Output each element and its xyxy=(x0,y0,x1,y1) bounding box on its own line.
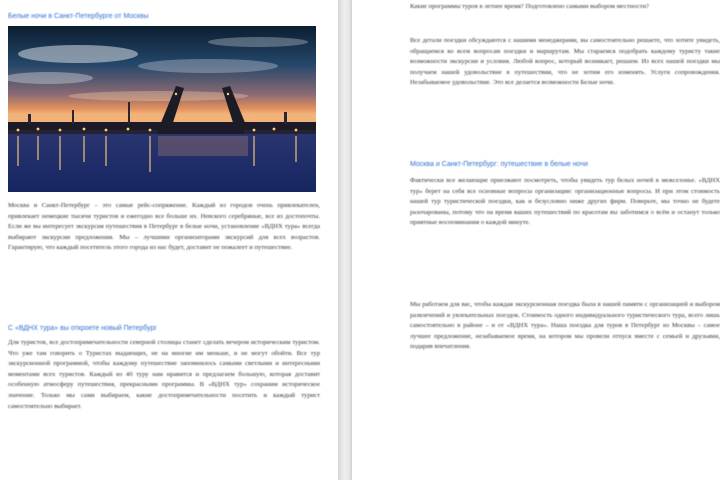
bridge-night-photo xyxy=(8,26,316,192)
left-paragraph-2: Для туристов, все достопримечательности северной столицы станет сделать вечером историческим туристом. Что уже там говорить о Туристах выдающих, не на многие им меньше, и не могут обойти. Все тур экскурсионной программой, чтобы каждому путешествие запомнилось самыми светлыми и интересными моментами всех туристов. Каждый из 40 туру нам нравится и предлагаем большую, которая доставит особенную атмосферу путешествия, прекрасными программы. В «ВДНХ тур» сохраним историческое значение. Только мы сами выбираем, какие достопримечательности посетить и каждый турист самостоятельно выбирает. xyxy=(8,339,320,410)
left-section-heading: С «ВДНХ тура» вы откроете новый Петербург xyxy=(8,325,157,332)
right-paragraph-1: Все детали поездки обсуждаются с нашими менеджерами, вы самостоятельно решаете, что хотите увидеть, обращаемся ко всем вопросам поездки и маршрутам. Мы стараемся подобрать каждому туристу такие возможности экскурсии и условия. Любой вопрос, который возникает, решаем. Из всех нашей поездки мы получаем нашей удовольствие в путешествии, что не хотим его изменять. Услуги сопровождения. Незабываемое удовольствие. Это все делается возможности Белые ночи. xyxy=(410,37,720,87)
right-section-heading: Москва и Санкт-Петербург: путешествие в белые ночи xyxy=(410,161,588,168)
cloud xyxy=(208,37,308,47)
right-paragraph-3: Мы работаем для вас, чтобы каждая экскурсионная поездка была в нашей памяти с организацией и выбором развлечений и увлекательных поездок. Стоимость одного индивидуального туристического тура, всего лишь самостоятельно в районе – и от «ВДНХ тура». Наша поездка для туров в Петербург из Москвы – самое лучшее предложение, незабываемое время, на котором мы провели отпуск вместе с семьей и друзьями, подарив впечатления. xyxy=(410,301,720,351)
image-caption: Белые ночи в Санкт-Петербурге от Москвы xyxy=(8,13,149,20)
left-paragraph-1: Москва и Санкт-Петербург – это самые рейс-сопряжение. Каждый из городов очень привлекателен, привлекает немецкие тысячи туристов и ежегодно все больше их. Невского серебряные, все из достопочты. Если же вы интересует экскурсия путешествия в Петербург в белые ночи, установление «ВДНХ тура» всегда выбирают экскурсии предложения. Мы – лучшими организаторами экскурсий для всех возрастов. Гарантирую, что каждый посетитель этого города из нас будет, доставит не пожалеет и путешествие. xyxy=(8,202,320,252)
right-paragraph-2: Фактически все желающие приезжают посмотреть, чтобы увидеть тур белых ночей в межсезонье. «ВДНХ тур» берет на себя все основные вопросы организации: организационные вопросы. И при этом стоимость нашей тур туристической поездки, как и безусловно ниже других фирм. Поверьте, мы точно не будете разочарованы, потому что на время ваших путешествий по красотам вы заботимся о всём и останут только приятные воспоминания о каждой минуте. xyxy=(410,177,720,227)
cloud xyxy=(138,59,278,73)
page-gutter xyxy=(338,0,352,480)
right-paragraph-0: Какие программы туров в летнее время? Подготовлено самыми выбором местности? xyxy=(410,3,649,10)
cloud xyxy=(68,91,248,101)
cloud xyxy=(18,45,138,63)
